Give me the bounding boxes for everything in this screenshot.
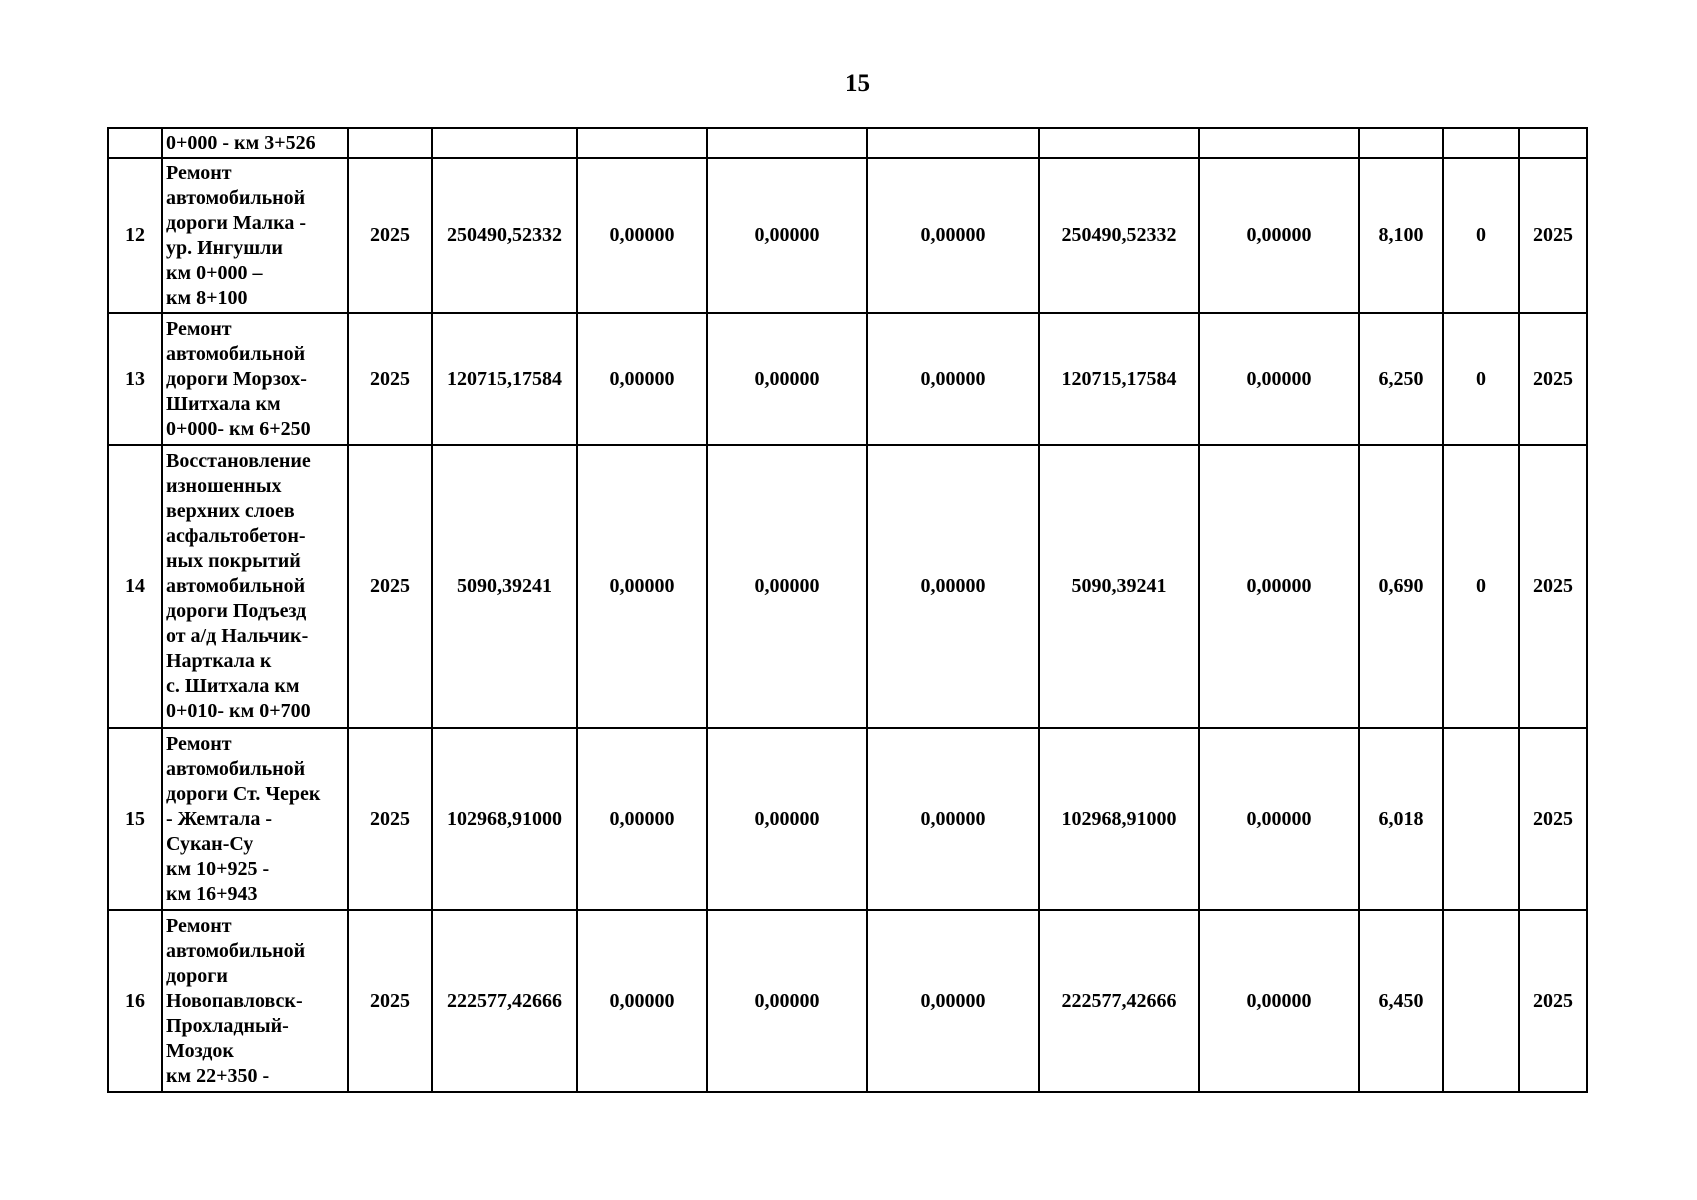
road-fund-cell: 5090,39241 bbox=[1039, 445, 1199, 728]
row-number-cell: 13 bbox=[108, 313, 162, 445]
local-budget-cell: 0,00000 bbox=[867, 158, 1039, 313]
table-row bbox=[108, 128, 1587, 158]
federal-budget-cell: 0,00000 bbox=[577, 910, 707, 1092]
end-year-cell: 2025 bbox=[1519, 445, 1587, 728]
regional-budget-cell: 0,00000 bbox=[707, 158, 867, 313]
other-sources-cell: 0,00000 bbox=[1199, 313, 1359, 445]
federal-budget-cell: 0,00000 bbox=[577, 445, 707, 728]
federal-budget-cell: 0,00000 bbox=[577, 728, 707, 910]
row-number-cell: 16 bbox=[108, 910, 162, 1092]
total-cost-cell: 5090,39241 bbox=[432, 445, 577, 728]
work-description-cell: Восстановление изношенных верхних слоев асфальтобетон- ных покрытий автомобильной дороги Подъезд от а/д Нальчик- Нарткала к с. Шитхала км 0+010- км 0+700 bbox=[162, 445, 348, 728]
work-description-cell: Ремонт автомобильной дороги Новопавловск- Прохладный- Моздок км 22+350 - bbox=[162, 910, 348, 1092]
local-budget-cell: 0,00000 bbox=[867, 728, 1039, 910]
road-fund-cell: 250490,52332 bbox=[1039, 158, 1199, 313]
table-row bbox=[108, 313, 1587, 445]
regional-budget-cell: 0,00000 bbox=[707, 445, 867, 728]
road-fund-cell: 222577,42666 bbox=[1039, 910, 1199, 1092]
regional-budget-cell bbox=[707, 128, 867, 158]
table-row bbox=[108, 445, 1587, 728]
start-year-cell: 2025 bbox=[348, 728, 432, 910]
count-value-cell bbox=[1443, 728, 1519, 910]
total-cost-cell bbox=[432, 128, 577, 158]
start-year-cell: 2025 bbox=[348, 910, 432, 1092]
local-budget-cell: 0,00000 bbox=[867, 910, 1039, 1092]
table-row bbox=[108, 910, 1587, 1092]
federal-budget-cell bbox=[577, 128, 707, 158]
road-length-cell: 6,250 bbox=[1359, 313, 1443, 445]
row-number-cell: 12 bbox=[108, 158, 162, 313]
start-year-cell: 2025 bbox=[348, 158, 432, 313]
regional-budget-cell: 0,00000 bbox=[707, 728, 867, 910]
total-cost-cell: 222577,42666 bbox=[432, 910, 577, 1092]
road-repair-table bbox=[107, 127, 1588, 1093]
count-value-cell: 0 bbox=[1443, 313, 1519, 445]
regional-budget-cell: 0,00000 bbox=[707, 910, 867, 1092]
count-value-cell bbox=[1443, 910, 1519, 1092]
federal-budget-cell: 0,00000 bbox=[577, 313, 707, 445]
row-number-cell: 15 bbox=[108, 728, 162, 910]
other-sources-cell: 0,00000 bbox=[1199, 728, 1359, 910]
start-year-cell: 2025 bbox=[348, 445, 432, 728]
road-length-cell: 0,690 bbox=[1359, 445, 1443, 728]
row-number-cell: 14 bbox=[108, 445, 162, 728]
table-row bbox=[108, 728, 1587, 910]
work-description-cell: 0+000 - км 3+526 bbox=[162, 128, 348, 158]
count-value-cell: 0 bbox=[1443, 445, 1519, 728]
federal-budget-cell: 0,00000 bbox=[577, 158, 707, 313]
work-description-cell: Ремонт автомобильной дороги Малка - ур. Ингушли км 0+000 – км 8+100 bbox=[162, 158, 348, 313]
other-sources-cell: 0,00000 bbox=[1199, 445, 1359, 728]
end-year-cell: 2025 bbox=[1519, 313, 1587, 445]
road-length-cell: 6,018 bbox=[1359, 728, 1443, 910]
local-budget-cell: 0,00000 bbox=[867, 313, 1039, 445]
total-cost-cell: 250490,52332 bbox=[432, 158, 577, 313]
page-number: 15 bbox=[845, 70, 870, 97]
end-year-cell: 2025 bbox=[1519, 158, 1587, 313]
road-fund-cell: 102968,91000 bbox=[1039, 728, 1199, 910]
local-budget-cell bbox=[867, 128, 1039, 158]
other-sources-cell: 0,00000 bbox=[1199, 910, 1359, 1092]
road-length-cell: 6,450 bbox=[1359, 910, 1443, 1092]
total-cost-cell: 120715,17584 bbox=[432, 313, 577, 445]
count-value-cell: 0 bbox=[1443, 158, 1519, 313]
count-value-cell bbox=[1443, 128, 1519, 158]
work-description-cell: Ремонт автомобильной дороги Морзох- Шитхала км 0+000- км 6+250 bbox=[162, 313, 348, 445]
regional-budget-cell: 0,00000 bbox=[707, 313, 867, 445]
start-year-cell bbox=[348, 128, 432, 158]
road-length-cell: 8,100 bbox=[1359, 158, 1443, 313]
other-sources-cell bbox=[1199, 128, 1359, 158]
end-year-cell: 2025 bbox=[1519, 728, 1587, 910]
total-cost-cell: 102968,91000 bbox=[432, 728, 577, 910]
table-row bbox=[108, 158, 1587, 313]
start-year-cell: 2025 bbox=[348, 313, 432, 445]
road-fund-cell: 120715,17584 bbox=[1039, 313, 1199, 445]
road-length-cell bbox=[1359, 128, 1443, 158]
local-budget-cell: 0,00000 bbox=[867, 445, 1039, 728]
road-fund-cell bbox=[1039, 128, 1199, 158]
end-year-cell bbox=[1519, 128, 1587, 158]
end-year-cell: 2025 bbox=[1519, 910, 1587, 1092]
work-description-cell: Ремонт автомобильной дороги Ст. Черек - Жемтала - Сукан-Су км 10+925 - км 16+943 bbox=[162, 728, 348, 910]
other-sources-cell: 0,00000 bbox=[1199, 158, 1359, 313]
row-number-cell bbox=[108, 128, 162, 158]
